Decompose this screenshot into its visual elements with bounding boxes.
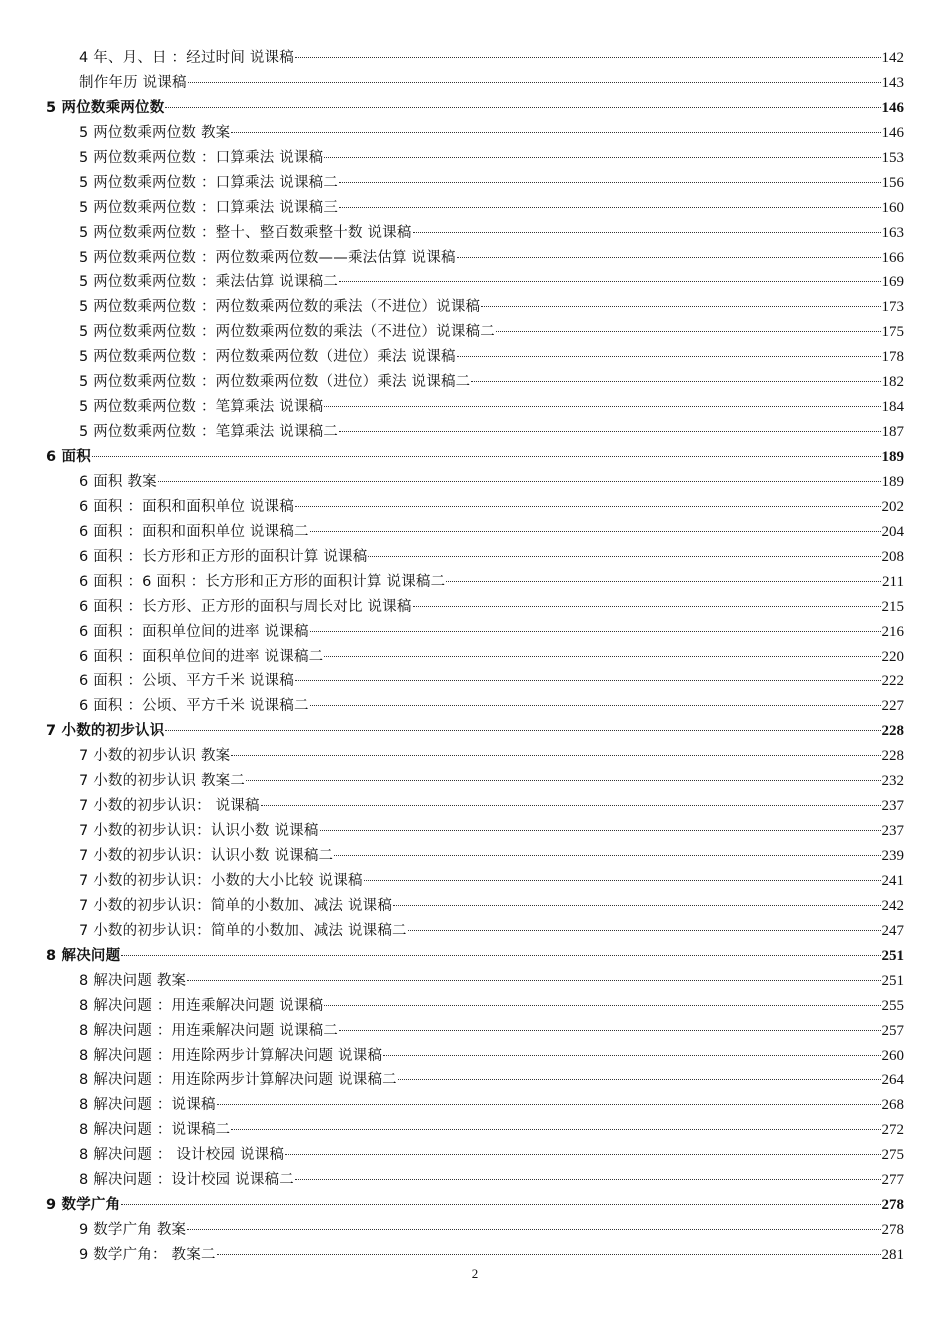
toc-entry-title: 5 两位数乘两位数 ：两位数乘两位数（进位）乘法 说课稿	[79, 349, 456, 366]
toc-entry-title: 5 两位数乘两位数 ：笔算乘法 说课稿	[79, 399, 324, 416]
toc-entry-page: 255	[881, 997, 904, 1014]
toc-entry-page: 260	[881, 1047, 904, 1064]
toc-entry-page: 216	[881, 623, 904, 640]
dot-leader	[413, 232, 881, 233]
toc-chapter-entry[interactable]	[46, 96, 904, 121]
toc-entry[interactable]	[46, 994, 904, 1019]
toc-entry-title: 8 解决问题 ： 设计校园 说课稿	[79, 1147, 285, 1164]
toc-entry-title: 7 小数的初步认识 教案二	[79, 773, 246, 790]
toc-entry[interactable]	[46, 844, 904, 869]
dot-leader	[398, 1079, 881, 1080]
dot-leader	[295, 680, 881, 681]
toc-entry[interactable]	[46, 570, 904, 595]
dot-leader	[295, 57, 881, 58]
toc-entry-title: 5 两位数乘两位数 ：口算乘法 说课稿	[79, 149, 324, 166]
toc-entry-page: 237	[881, 823, 904, 840]
dot-leader	[339, 207, 880, 208]
toc-entry-page: 257	[881, 1022, 904, 1039]
toc-entry[interactable]	[46, 71, 904, 96]
toc-entry-page: 278	[881, 1197, 904, 1214]
dot-leader	[165, 107, 880, 108]
toc-entry[interactable]	[46, 146, 904, 171]
toc-entry[interactable]	[46, 345, 904, 370]
dot-leader	[368, 556, 880, 557]
toc-entry-title: 7 小数的初步认识：简单的小数加、减法 说课稿	[79, 897, 393, 914]
toc-entry-page: 278	[881, 1222, 904, 1239]
dot-leader	[217, 1104, 881, 1105]
toc-entry[interactable]	[46, 246, 904, 271]
dot-leader	[261, 805, 881, 806]
page-number: 2	[471, 1266, 479, 1281]
table-of-contents	[46, 46, 904, 1268]
toc-entry-title: 制作年历 说课稿	[79, 74, 187, 91]
toc-entry-title: 6 面积 ：6 面积 ：长方形和正方形的面积计算 说课稿二	[79, 573, 446, 590]
dot-leader	[471, 381, 880, 382]
toc-chapter-entry[interactable]	[46, 445, 904, 470]
dot-leader	[496, 331, 881, 332]
toc-entry-page: 239	[881, 848, 904, 864]
dot-leader	[339, 182, 880, 183]
toc-entry-page: 251	[881, 972, 904, 989]
toc-entry-page: 228	[881, 723, 904, 740]
dot-leader	[231, 1129, 880, 1130]
toc-entry-title: 6 面积 ：公顷、平方千米 说课稿二	[79, 698, 309, 715]
toc-entry-page: 227	[881, 698, 904, 715]
toc-entry-title: 7 小数的初步认识：简单的小数加、减法 说课稿二	[79, 922, 407, 939]
dot-leader	[339, 1030, 880, 1031]
toc-entry[interactable]	[46, 645, 904, 670]
toc-entry-title: 8 解决问题 ：用连乘解决问题 说课稿	[79, 997, 324, 1014]
toc-entry-title: 8 解决问题 ：说课稿二	[79, 1122, 231, 1139]
toc-entry[interactable]	[46, 819, 904, 844]
dot-leader	[285, 1154, 880, 1155]
toc-entry-page: 222	[881, 673, 904, 690]
toc-entry[interactable]	[46, 171, 904, 196]
toc-entry[interactable]	[46, 869, 904, 894]
toc-entry-title: 5 两位数乘两位数 ：口算乘法 说课稿二	[79, 174, 339, 191]
dot-leader	[320, 830, 881, 831]
dot-leader	[187, 980, 880, 981]
dot-leader	[121, 955, 880, 956]
toc-entry[interactable]	[46, 46, 904, 71]
dot-leader	[339, 281, 880, 282]
dot-leader	[165, 730, 880, 731]
toc-entry-page: 189	[881, 449, 904, 465]
toc-entry-title: 5 两位数乘两位数 教案	[79, 124, 231, 141]
dot-leader	[158, 481, 881, 482]
toc-entry-page: 247	[881, 922, 904, 939]
toc-entry-page: 142	[881, 50, 904, 66]
toc-entry-page: 173	[881, 299, 904, 316]
toc-entry[interactable]	[46, 694, 904, 719]
toc-entry[interactable]	[46, 1168, 904, 1193]
toc-entry-title: 8 解决问题	[46, 947, 121, 964]
toc-entry-page: 143	[881, 74, 904, 91]
dot-leader	[295, 506, 881, 507]
toc-entry[interactable]	[46, 595, 904, 620]
toc-entry-page: 156	[881, 174, 904, 191]
toc-entry-page: 241	[881, 872, 904, 889]
toc-entry-page: 237	[881, 798, 904, 815]
toc-entry[interactable]	[46, 744, 904, 769]
toc-entry-page: 277	[881, 1172, 904, 1189]
toc-entry-title: 9 数学广角	[46, 1197, 121, 1214]
dot-leader	[334, 855, 880, 856]
toc-entry[interactable]	[46, 919, 904, 944]
toc-entry[interactable]	[46, 1093, 904, 1118]
toc-entry[interactable]	[46, 196, 904, 221]
dot-leader	[393, 905, 880, 906]
dot-leader	[339, 431, 880, 432]
toc-entry-title: 5 两位数乘两位数 ：两位数乘两位数的乘法（不进位）说课稿二	[79, 324, 495, 341]
dot-leader	[121, 1204, 880, 1205]
toc-entry-title: 7 小数的初步认识：认识小数 说课稿二	[79, 848, 334, 864]
toc-entry-title: 7 小数的初步认识：认识小数 说课稿	[79, 823, 319, 840]
toc-entry-title: 6 面积 ：面积和面积单位 说课稿	[79, 498, 294, 515]
toc-entry-title: 5 两位数乘两位数 ：整十、整百数乘整十数 说课稿	[79, 224, 412, 241]
toc-entry-page: 208	[881, 548, 904, 565]
toc-entry-title: 6 面积 ：面积单位间的进率 说课稿	[79, 623, 309, 640]
toc-entry-title: 8 解决问题 教案	[79, 972, 187, 989]
dot-leader	[246, 780, 880, 781]
toc-entry-title: 5 两位数乘两位数 ：两位数乘两位数的乘法（不进位）说课稿	[79, 299, 481, 316]
toc-entry[interactable]	[46, 969, 904, 994]
toc-entry-page: 242	[881, 897, 904, 914]
toc-entry-page: 184	[881, 399, 904, 416]
toc-entry-page: 146	[881, 99, 904, 116]
toc-entry[interactable]	[46, 794, 904, 819]
dot-leader	[364, 880, 881, 881]
toc-entry-page: 281	[881, 1247, 904, 1263]
toc-chapter-entry[interactable]	[46, 1193, 904, 1218]
toc-entry-title: 4 年、月、日 ：经过时间 说课稿	[79, 50, 294, 66]
dot-leader	[231, 755, 880, 756]
toc-entry[interactable]	[46, 270, 904, 295]
dot-leader	[217, 1254, 881, 1255]
toc-entry-title: 8 解决问题 ：说课稿	[79, 1097, 216, 1114]
dot-leader	[295, 1179, 881, 1180]
toc-entry[interactable]	[46, 1143, 904, 1168]
toc-entry-title: 5 两位数乘两位数	[46, 99, 165, 116]
dot-leader	[457, 356, 881, 357]
dot-leader	[481, 306, 880, 307]
toc-entry-page: 211	[882, 573, 904, 590]
toc-entry[interactable]	[46, 121, 904, 146]
toc-entry-page: 163	[881, 224, 904, 241]
dot-leader	[310, 531, 881, 532]
toc-chapter-entry[interactable]	[46, 719, 904, 744]
toc-entry-title: 6 面积 ：面积单位间的进率 说课稿二	[79, 648, 324, 665]
dot-leader	[408, 930, 881, 931]
toc-entry-title: 5 两位数乘两位数 ：两位数乘两位数（进位）乘法 说课稿二	[79, 374, 471, 391]
toc-entry-page: 251	[881, 947, 904, 964]
toc-entry-page: 215	[881, 598, 904, 615]
toc-entry-title: 6 面积 教案	[79, 473, 157, 490]
toc-entry-page: 160	[881, 199, 904, 216]
toc-entry[interactable]	[46, 295, 904, 320]
dot-leader	[324, 656, 880, 657]
toc-entry-page: 202	[881, 498, 904, 515]
toc-entry-title: 8 解决问题 ：用连除两步计算解决问题 说课稿	[79, 1047, 383, 1064]
toc-entry[interactable]	[46, 1019, 904, 1044]
toc-entry[interactable]	[46, 420, 904, 445]
dot-leader	[457, 257, 881, 258]
toc-entry-page: 232	[881, 773, 904, 790]
toc-entry-title: 6 面积 ：公顷、平方千米 说课稿	[79, 673, 294, 690]
dot-leader	[188, 82, 881, 83]
toc-entry-title: 8 解决问题 ：用连除两步计算解决问题 说课稿二	[79, 1072, 397, 1089]
toc-entry[interactable]	[46, 495, 904, 520]
toc-entry[interactable]	[46, 320, 904, 345]
toc-entry-page: 275	[881, 1147, 904, 1164]
toc-entry-title: 5 两位数乘两位数 ：两位数乘两位数——乘法估算 说课稿	[79, 249, 456, 266]
dot-leader	[413, 606, 881, 607]
toc-entry[interactable]	[46, 894, 904, 919]
dot-leader	[446, 581, 881, 582]
toc-entry[interactable]	[46, 1068, 904, 1093]
toc-entry-title: 5 两位数乘两位数 ：笔算乘法 说课稿二	[79, 424, 339, 441]
toc-entry-title: 8 解决问题 ：用连乘解决问题 说课稿二	[79, 1022, 339, 1039]
dot-leader	[383, 1055, 880, 1056]
toc-entry[interactable]	[46, 769, 904, 794]
toc-entry-page: 178	[881, 349, 904, 366]
toc-entry-title: 5 两位数乘两位数 ：口算乘法 说课稿三	[79, 199, 339, 216]
toc-entry[interactable]	[46, 370, 904, 395]
toc-entry[interactable]	[46, 1044, 904, 1069]
toc-entry-page: 146	[881, 124, 904, 141]
toc-chapter-entry[interactable]	[46, 944, 904, 969]
toc-entry[interactable]	[46, 470, 904, 495]
toc-entry-page: 204	[881, 523, 904, 540]
toc-entry[interactable]	[46, 1218, 904, 1243]
toc-entry-page: 220	[881, 648, 904, 665]
toc-entry-title: 6 面积 ：长方形、正方形的面积与周长对比 说课稿	[79, 598, 412, 615]
toc-entry-page: 189	[881, 473, 904, 490]
toc-entry-page: 153	[881, 149, 904, 166]
dot-leader	[324, 1005, 880, 1006]
dot-leader	[324, 406, 880, 407]
dot-leader	[310, 705, 881, 706]
toc-entry-title: 9 数学广角 教案	[79, 1222, 187, 1239]
toc-entry-title: 7 小数的初步认识：小数的大小比较 说课稿	[79, 872, 363, 889]
toc-entry-title: 7 小数的初步认识	[46, 723, 165, 740]
toc-entry[interactable]	[46, 221, 904, 246]
dot-leader	[92, 456, 881, 457]
dot-leader	[310, 631, 881, 632]
toc-entry-title: 8 解决问题 ：设计校园 说课稿二	[79, 1172, 294, 1189]
toc-entry-title: 5 两位数乘两位数 ：乘法估算 说课稿二	[79, 274, 339, 291]
toc-entry-title: 7 小数的初步认识 教案	[79, 748, 231, 765]
toc-entry-page: 182	[881, 374, 904, 391]
toc-entry[interactable]	[46, 1118, 904, 1143]
toc-entry[interactable]	[46, 1243, 904, 1268]
toc-entry-title: 6 面积 ：面积和面积单位 说课稿二	[79, 523, 309, 540]
toc-entry-title: 6 面积 ：长方形和正方形的面积计算 说课稿	[79, 548, 368, 565]
toc-entry-title: 6 面积	[46, 449, 91, 465]
dot-leader	[231, 132, 880, 133]
toc-entry-page: 166	[881, 249, 904, 266]
dot-leader	[187, 1229, 880, 1230]
toc-entry-page: 175	[881, 324, 904, 341]
dot-leader	[324, 157, 880, 158]
toc-entry[interactable]	[46, 520, 904, 545]
toc-entry[interactable]	[46, 669, 904, 694]
toc-entry[interactable]	[46, 395, 904, 420]
toc-entry-page: 228	[881, 748, 904, 765]
toc-entry-page: 268	[881, 1097, 904, 1114]
toc-entry-page: 272	[881, 1122, 904, 1139]
toc-entry-title: 9 数学广角： 教案二	[79, 1247, 216, 1263]
toc-entry[interactable]	[46, 545, 904, 570]
toc-entry[interactable]	[46, 620, 904, 645]
toc-entry-title: 7 小数的初步认识： 说课稿	[79, 798, 260, 815]
toc-entry-page: 264	[881, 1072, 904, 1089]
toc-entry-page: 169	[881, 274, 904, 291]
toc-entry-page: 187	[881, 424, 904, 441]
